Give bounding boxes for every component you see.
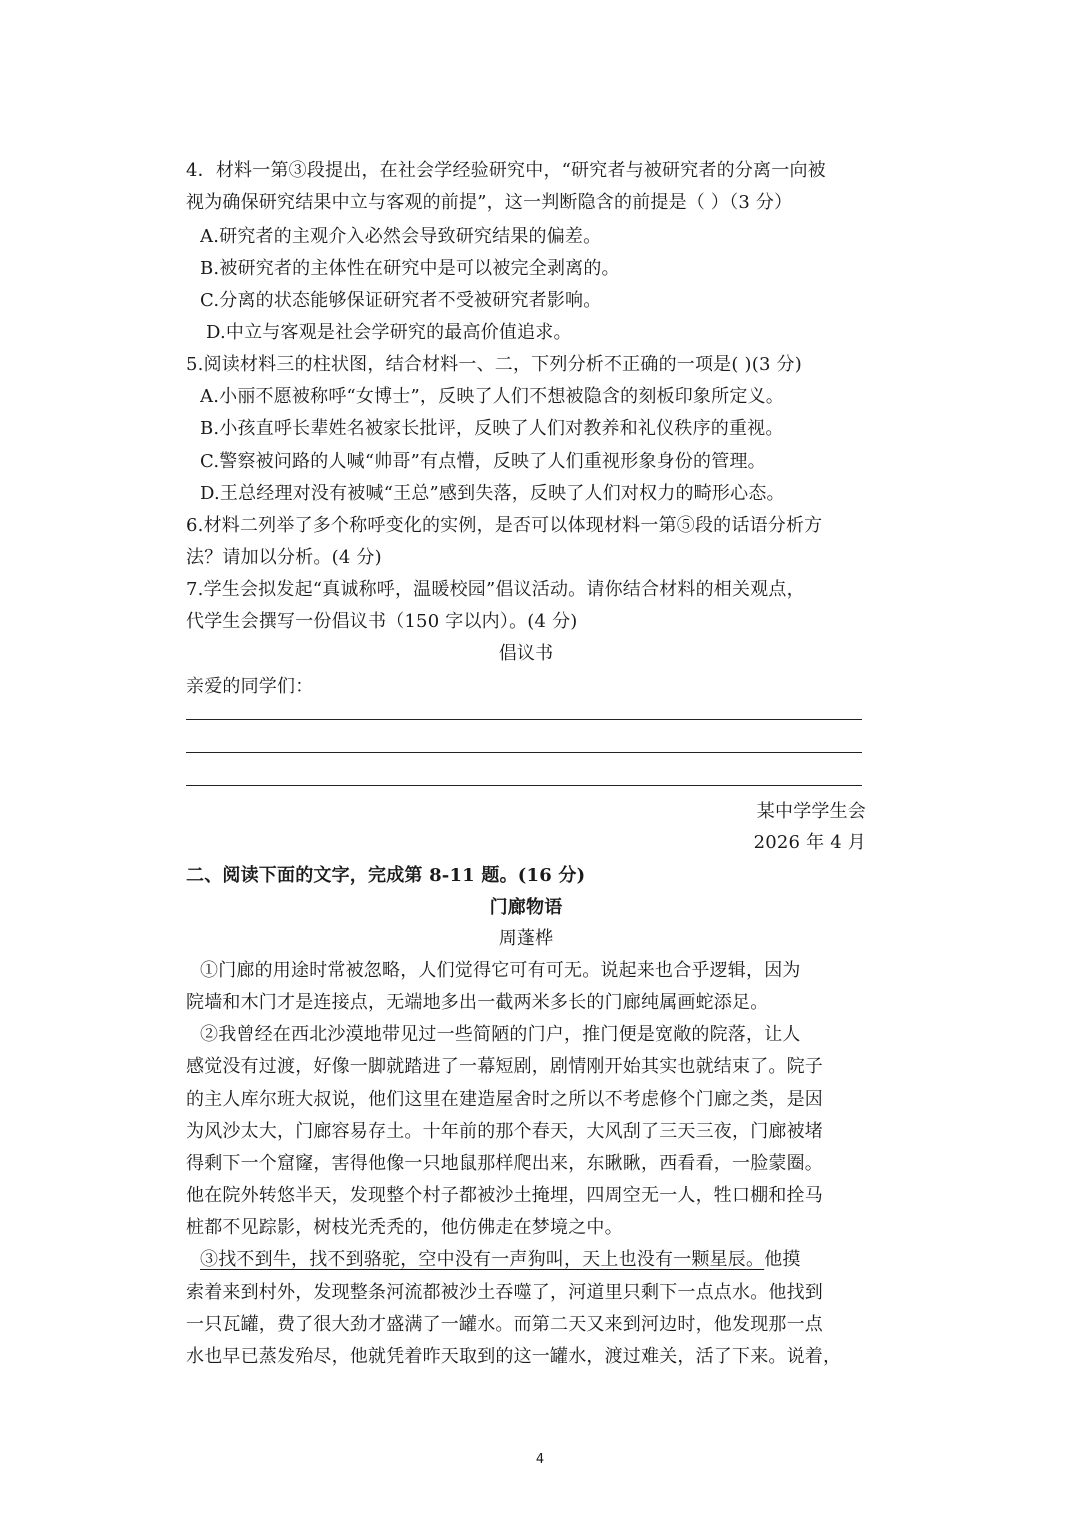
answer-line-1 bbox=[186, 719, 862, 720]
letter-greeting: 亲爱的同学们： bbox=[186, 676, 314, 697]
q4-option-b: B.被研究者的主体性在研究中是可以被完全剥离的。 bbox=[200, 258, 620, 279]
q4-stem-line2: 视为确保研究结果中立与客观的前提”，这一判断隐含的前提是（ ）（3 分） bbox=[186, 192, 793, 213]
q5-stem: 5.阅读材料三的柱状图，结合材料一、二，下列分析不正确的一项是( )(3 分) bbox=[186, 354, 802, 375]
p2-line2: 感觉没有过渡，好像一脚就踏进了一幕短剧，剧情刚开始其实也就结束了。院子 bbox=[186, 1056, 823, 1077]
p2-line3: 的主人库尔班大叔说，他们这里在建造屋舍时之所以不考虑修个门廊之类，是因 bbox=[186, 1089, 823, 1110]
p2-line1: ②我曾经在西北沙漠地带见过一些简陋的门户，推门便是宽敞的院落，让人 bbox=[200, 1024, 801, 1045]
q5-option-d: D.王总经理对没有被喊“王总”感到失落，反映了人们对权力的畸形心态。 bbox=[200, 483, 785, 504]
q6-line1: 6.材料二列举了多个称呼变化的实例，是否可以体现材料一第⑤段的话语分析方 bbox=[186, 515, 823, 536]
article-author: 周蓬桦 bbox=[498, 928, 554, 949]
letter-date: 2026 年 4 月 bbox=[753, 832, 866, 853]
q4-option-a: A.研究者的主观介入必然会导致研究结果的偏差。 bbox=[200, 226, 602, 247]
p2-line7: 桩都不见踪影，树枝光秃秃的，他仿佛走在梦境之中。 bbox=[186, 1217, 623, 1238]
answer-line-2 bbox=[186, 752, 862, 753]
p3-line1 bbox=[200, 1246, 866, 1274]
p3-line1-tail: 他摸 bbox=[764, 1249, 801, 1270]
q4-option-c: C.分离的状态能够保证研究者不受被研究者影响。 bbox=[200, 290, 602, 311]
section2-heading: 二、阅读下面的文字，完成第 8-11 题。(16 分) bbox=[186, 865, 586, 886]
p3-line3: 一只瓦罐，费了很大劲才盛满了一罐水。而第二天又来到河边时，他发现那一点 bbox=[186, 1314, 823, 1335]
p1-line2: 院墙和木门才是连接点，无端地多出一截两米多长的门廊纯属画蛇添足。 bbox=[186, 992, 769, 1013]
p3-line4: 水也早已蒸发殆尽，他就凭着昨天取到的这一罐水，渡过难关，活了下来。说着， bbox=[186, 1346, 842, 1367]
p1-line1: ①门廊的用途时常被忽略，人们觉得它可有可无。说起来也合乎逻辑，因为 bbox=[200, 960, 801, 981]
p2-line5: 得剩下一个窟窿，害得他像一只地鼠那样爬出来，东瞅瞅，西看看，一脸蒙圈。 bbox=[186, 1153, 823, 1174]
q6-line2: 法？请加以分析。(4 分) bbox=[186, 547, 382, 568]
q5-option-c: C.警察被问路的人喊“帅哥”有点懵，反映了人们重视形象身份的管理。 bbox=[200, 451, 766, 472]
q7-line2: 代学生会撰写一份倡议书（150 字以内）。(4 分) bbox=[186, 611, 578, 632]
letter-signer: 某中学学生会 bbox=[756, 801, 866, 822]
article-title: 门廊物语 bbox=[489, 897, 563, 918]
q4-option-d: D.中立与客观是社会学研究的最高价值追求。 bbox=[206, 322, 572, 343]
q7-line1: 7.学生会拟发起“真诚称呼，温暖校园”倡议活动。请你结合材料的相关观点， bbox=[186, 579, 805, 600]
answer-line-3 bbox=[186, 785, 862, 786]
p2-line4: 为风沙太大，门廊容易存土。十年前的那个春天，大风刮了三天三夜，门廊被堵 bbox=[186, 1121, 823, 1142]
letter-title: 倡议书 bbox=[498, 643, 554, 664]
q5-option-a: A.小丽不愿被称呼“女博士”，反映了人们不想被隐含的刻板印象所定义。 bbox=[200, 386, 784, 407]
page-number: 4 bbox=[535, 1452, 545, 1467]
q4-stem-line1: 4．材料一第③段提出，在社会学经验研究中，“研究者与被研究者的分离一向被 bbox=[186, 160, 826, 181]
p3-line2: 索着来到村外，发现整条河流都被沙土吞噬了，河道里只剩下一点点水。他找到 bbox=[186, 1282, 823, 1303]
p3-underlined-sentence: ③找不到牛，找不到骆驼，空中没有一声狗叫，天上也没有一颗星辰。 bbox=[200, 1249, 765, 1270]
p2-line6: 他在院外转悠半天，发现整个村子都被沙土掩埋，四周空无一人，牲口棚和拴马 bbox=[186, 1185, 823, 1206]
q5-option-b: B.小孩直呼长辈姓名被家长批评，反映了人们对教养和礼仪秩序的重视。 bbox=[200, 418, 784, 439]
